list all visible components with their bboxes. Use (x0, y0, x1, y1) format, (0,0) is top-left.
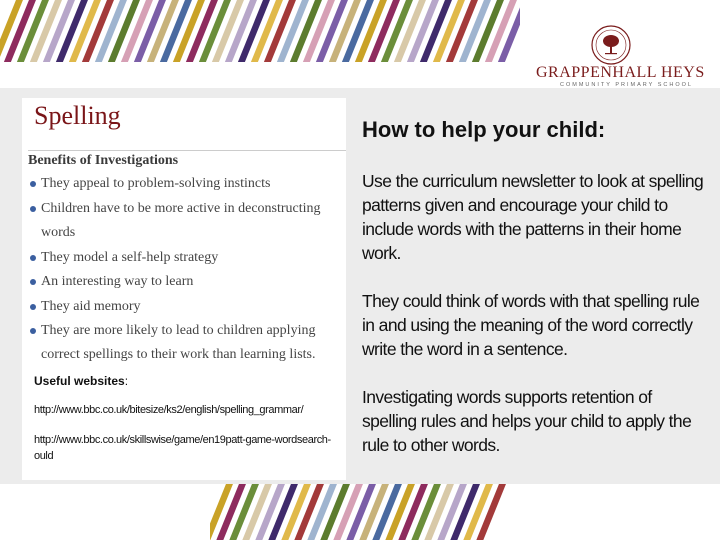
websites-label: Useful websites (34, 374, 125, 388)
bullet-icon (30, 255, 36, 261)
website-link-skillswise[interactable]: http://www.bbc.co.uk/skillswise/game/en19patt-game-wordsearch-ould (34, 434, 331, 462)
website-link-bitesize[interactable]: http://www.bbc.co.uk/bitesize/ks2/english/spelling_grammar/ (34, 404, 304, 416)
bullet-icon (30, 328, 36, 334)
list-item: An interesting way to learn (28, 270, 346, 295)
bullet-icon (30, 181, 36, 187)
help-heading: How to help your child: (362, 117, 606, 142)
websites-label-colon: : (124, 374, 129, 388)
benefits-list-image (28, 150, 346, 367)
useful-websites (34, 374, 344, 464)
list-item: They model a self-help strategy (28, 246, 346, 271)
list-item: They aid memory (28, 295, 346, 320)
school-subtitle: COMMUNITY PRIMARY SCHOOL (560, 82, 693, 88)
decorative-stripes-top (0, 0, 520, 62)
help-paragraph-spelling-rule: They could think of words with that spelling rule in and using the meaning of the word correctly write the word in a sentence. (362, 291, 700, 359)
list-item: They appeal to problem-solving instincts (28, 172, 346, 197)
page-title: Spelling (34, 101, 121, 130)
bullet-icon (30, 279, 36, 285)
oak-tree-crest-icon (590, 24, 632, 66)
list-item: They are more likely to lead to children applying correct spellings to their work than learning lists. (28, 319, 346, 367)
bullet-icon (30, 206, 36, 212)
benefits-heading: Benefits of Investigations (28, 150, 346, 172)
help-paragraph-retention: Investigating words supports retention of spelling rules and helps your child to apply the rule to other words. (362, 387, 692, 455)
help-paragraph-newsletter: Use the curriculum newsletter to look at spelling patterns given and encourage your child to include words with the patterns in their home work. (362, 171, 704, 263)
decorative-stripes-bottom (210, 484, 520, 540)
list-item: Children have to be more active in deconstructing words (28, 197, 346, 246)
bullet-icon (30, 304, 36, 310)
school-name: GRAPPENHALL HEYS (536, 64, 705, 81)
